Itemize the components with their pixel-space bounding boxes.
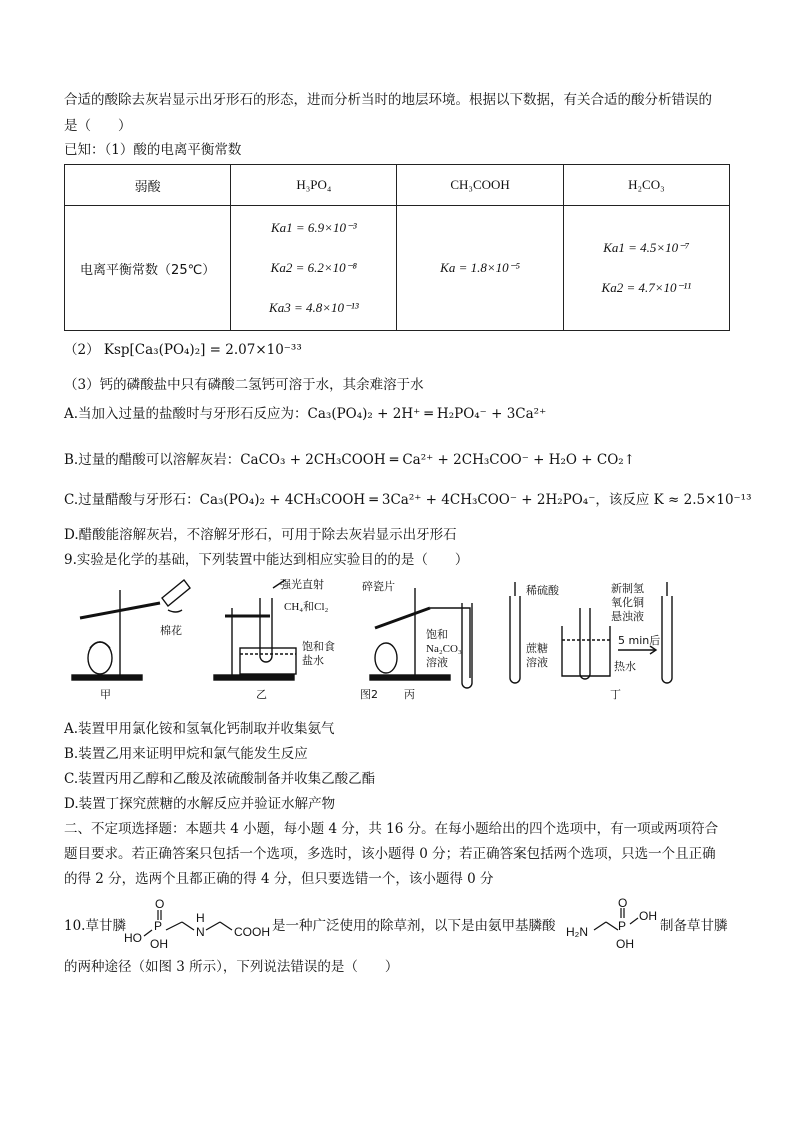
ch3cooh-constants [397,206,563,331]
label-na2co3-3: 溶液 [426,656,448,669]
glyphosate-p: P [154,919,163,933]
h2co3-constants [563,206,729,331]
section2-line1: 二、不定项选择题：本题共 4 小题，每小题 4 分，共 16 分。在每小题给出的四个选项中，有一项或两项符合 [64,821,719,837]
label-jia: 甲 [100,688,111,701]
apparatus-drawing [70,578,690,708]
label-sucrose-2: 溶液 [526,656,548,669]
label-hot-water: 热水 [614,660,636,673]
ampa-h2n: H₂N [566,925,588,939]
known-note-2: （2） Ksp[Ca₃(PO₄)₂] = 2.07×10⁻³³ [64,342,302,358]
ampa-oh-2: OH [616,937,634,950]
q9-option-c: C.装置丙用乙醇和乙酸及浓硫酸制备并收集乙酸乙酯 [64,771,376,787]
glyphosate-n: N [196,925,205,939]
h2co3-ka2: Ka2 = 4.7×10⁻¹¹ [601,280,692,295]
table-row-label: 电离平衡常数（25℃） [65,206,231,331]
q9-stem: 9.实验是化学的基础，下列装置中能达到相应实验目的的是（ ） [64,552,469,568]
q8-option-a: A.当加入过量的盐酸时与牙形石反应为：Ca₃(PO₄)₂ + 2H⁺ ═ H₂PO₄⁻ + 3Ca²⁺ [64,406,547,422]
q8-intro-line2: 是（ ） [64,118,132,134]
label-fig2: 图2 [360,688,378,701]
h2co3-ka1: Ka1 = 4.5×10⁻⁷ [603,240,690,255]
q10-prefix: 10.草甘膦 [64,918,126,934]
known-note-3: （3）钙的磷酸盐中只有磷酸二氢钙可溶于水，其余难溶于水 [64,377,424,393]
table-header-weak-acid: 弱酸 [65,165,231,206]
table-header-ch3cooh: CH₃COOH [397,165,563,206]
h3po4-ka2: Ka2 = 6.2×10⁻⁸ [270,260,358,275]
q10-suffix: 制备草甘膦 [660,918,728,934]
q10-middle: 是一种广泛使用的除草剂，以下是由氨甲基膦酸 [272,918,556,934]
label-na2co3-2: Na₂CO₃ [426,643,462,655]
q9-apparatus-figure [70,578,690,708]
label-porcelain: 碎瓷片 [362,580,395,593]
ionization-constant-table [64,164,730,331]
q10-stem [64,898,734,950]
q10-line2: 的两种途径（如图 3 所示），下列说法错误的是（ ） [64,959,399,975]
glyphosate-ho: HO [124,931,142,945]
q9-option-a: A.装置甲用氯化铵和氢氧化钙制取并收集氨气 [64,721,335,737]
table-header-h3po4: H₃PO₄ [231,165,397,206]
label-yi: 乙 [256,688,267,701]
h3po4-ka3: Ka3 = 4.8×10⁻¹³ [269,300,359,315]
section2-line3: 的得 2 分，选两个且都正确的得 4 分，但只要选错一个，该小题得 0 分 [64,871,494,887]
label-cotton: 棉花 [160,624,182,637]
glyphosate-structure [124,898,274,950]
q8-option-d: D.醋酸能溶解灰岩，不溶解牙形石，可用于除去灰岩显示出牙形石 [64,527,457,543]
q8-intro-line1: 合适的酸除去灰岩显示出牙形石的形态，进而分析当时的地层环境。根据以下数据，有关合适的酸分析错误的 [64,92,712,108]
q9-option-d: D.装置丁探究蔗糖的水解反应并验证水解产物 [64,796,336,812]
glyphosate-cooh: COOH [234,925,270,939]
label-brine-1: 饱和食 [302,640,335,653]
label-ding: 丁 [610,688,621,701]
apparatus-yi [214,580,296,680]
h3po4-constants [231,206,397,331]
label-dilute-acid: 稀硫酸 [526,584,559,597]
label-cu-2: 氧化铜 [611,596,644,609]
glyphosate-h: H [196,911,205,925]
ampa-o: O [618,898,628,910]
label-brine-2: 盐水 [302,654,324,667]
label-5min: 5 min后 [618,634,661,647]
glyphosate-oh: OH [150,937,168,950]
label-ch4-cl2: CH₄和Cl₂ [284,601,329,613]
apparatus-bing [370,588,472,688]
ampa-oh-1: OH [639,909,657,923]
h3po4-ka1: Ka1 = 6.9×10⁻³ [270,220,357,235]
q8-option-c: C.过量醋酸与牙形石：Ca₃(PO₄)₂ + 4CH₃COOH ═ 3Ca²⁺ + 4CH₃COO⁻ + 2H₂PO₄⁻，该反应 K ≈ 2.5×10⁻¹³ [64,492,752,508]
label-cu-1: 新制氢 [611,582,644,595]
section2-line2: 题目要求。若正确答案只包括一个选项，多选时，该小题得 0 分；若正确答案包括两个选项，只选一个且正确 [64,846,716,862]
label-bing: 丙 [404,688,415,701]
q9-option-b: B.装置乙用来证明甲烷和氯气能发生反应 [64,746,308,762]
aminomethylphosphonic-acid-structure [566,898,666,950]
label-cu-3: 悬浊液 [611,610,644,623]
glyphosate-o: O [155,898,165,911]
ch3cooh-ka: Ka = 1.8×10⁻⁵ [440,260,521,275]
known-heading: 已知：（1）酸的电离平衡常数 [64,142,242,158]
label-na2co3-1: 饱和 [426,628,448,641]
table-header-h2co3: H₂CO₃ [563,165,729,206]
label-sucrose-1: 蔗糖 [526,642,548,655]
label-strong-light: 强光直射 [280,578,324,591]
q8-option-b: B.过量的醋酸可以溶解灰岩：CaCO₃ + 2CH₃COOH ═ Ca²⁺ + 2CH₃COO⁻ + H₂O + CO₂↑ [64,452,636,468]
ampa-p: P [618,919,627,933]
